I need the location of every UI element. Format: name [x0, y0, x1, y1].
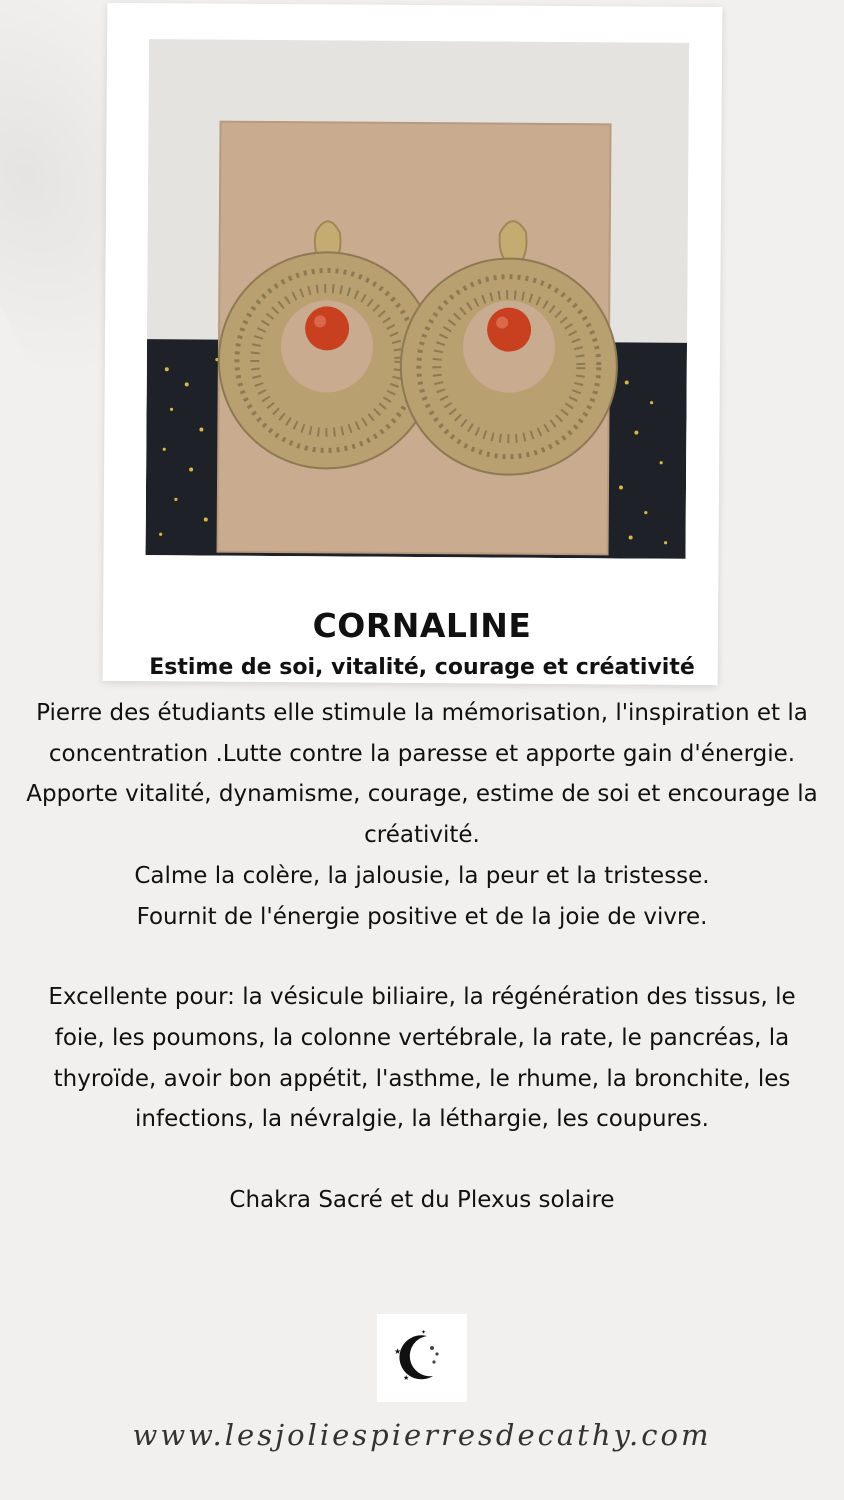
earrings-image [146, 39, 690, 559]
svg-text:★: ★ [403, 1374, 410, 1382]
description-paragraph-1: Pierre des étudiants elle stimule la mémorisation, l'inspiration et la concentration .Lutte contre la paresse et apporte gain d'énergie. [36, 700, 808, 767]
svg-text:★: ★ [394, 1347, 402, 1356]
benefits-paragraph: Excellente pour: la vésicule biliaire, la régénération des tissus, le foie, les poumons, la colonne vertébrale, la rate, le pancréas, la thyroïde, avoir bon appétit, l'asthme, le rhume, la bronchite, les infections, la névralgie, la léthargie, les coupures. [48, 984, 796, 1133]
website-link[interactable]: www.lesjoliespierresdecathy.com [132, 1418, 712, 1452]
product-photo [146, 39, 690, 559]
description-block [20, 693, 824, 1221]
polaroid-frame [103, 3, 723, 685]
moon-logo-icon [377, 1314, 467, 1402]
spacer [20, 937, 824, 977]
brand-logo [377, 1314, 467, 1402]
stone-title: CORNALINE [312, 606, 532, 645]
description-paragraph-2: Apporte vitalité, dynamisme, courage, estime de soi et encourage la créativité. [26, 781, 818, 849]
spacer [20, 1140, 824, 1180]
svg-text:✦: ✦ [421, 1329, 427, 1336]
chakra-text: Chakra Sacré et du Plexus solaire [229, 1187, 615, 1214]
stone-subtitle: Estime de soi, vitalité, courage et créativité [149, 655, 695, 680]
description-paragraph-4: Fournit de l'énergie positive et de la joie de vivre. [136, 903, 708, 930]
description-paragraph-3: Calme la colère, la jalousie, la peur et la tristesse. [134, 862, 710, 889]
